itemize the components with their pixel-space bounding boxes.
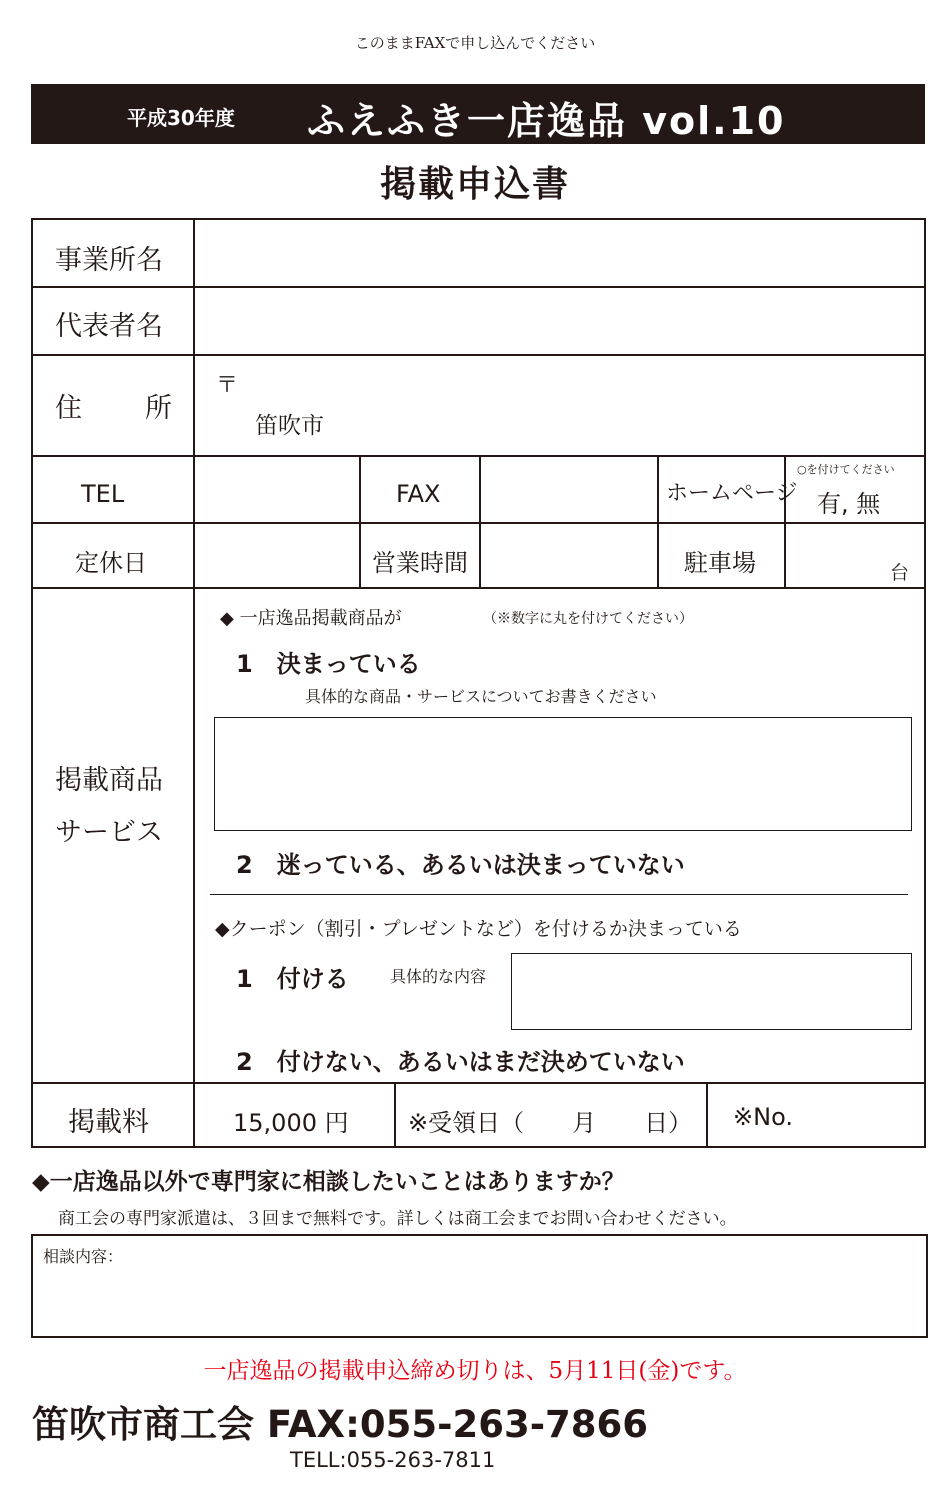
deadline-notice: 一店逸品の掲載申込締め切りは、5月11日(金)です。	[203, 1358, 747, 1384]
tel-label: TEL	[81, 480, 125, 508]
coupon-question: ◆クーポン（割引・プレゼントなど）を付けるか決まっている	[215, 918, 742, 940]
column-divider	[784, 455, 786, 588]
column-divider	[706, 1082, 708, 1146]
product-description-box[interactable]	[214, 717, 912, 831]
fee-label: 掲載料	[68, 1107, 149, 1138]
column-divider	[394, 1082, 396, 1146]
parking-unit: 台	[890, 562, 910, 584]
product-question: ◆ 一店逸品掲載商品が	[220, 608, 402, 629]
receipt-date-label: ※受領日（ 月 日）	[408, 1109, 693, 1137]
organization-tel: TELL:055-263-7811	[290, 1448, 496, 1472]
column-divider	[479, 455, 481, 588]
postal-mark: 〒	[216, 373, 239, 398]
title-banner	[31, 84, 925, 144]
coupon-detail-box[interactable]	[511, 953, 912, 1030]
application-form-table	[31, 218, 926, 1148]
city-name: 笛吹市	[255, 413, 324, 439]
hours-label: 営業時間	[372, 549, 468, 577]
fax-label: FAX	[396, 480, 441, 508]
business-name-label: 事業所名	[55, 245, 163, 276]
receipt-number-label: ※No.	[733, 1103, 793, 1131]
address-label-end: 所	[145, 393, 172, 424]
section-divider	[210, 894, 908, 895]
row-divider	[33, 286, 924, 288]
option-undecided[interactable]: 2 迷っている、あるいは決まっていない	[236, 851, 685, 879]
coupon-detail-label: 具体的な内容	[390, 967, 487, 986]
column-divider	[657, 455, 659, 588]
fax-instruction: このままFAXで申し込んでください	[354, 34, 596, 52]
consult-content-label: 相談内容：	[43, 1247, 124, 1266]
product-question-note: （※数字に丸を付けてください）	[483, 611, 693, 627]
parking-label: 駐車場	[684, 549, 756, 577]
organization-fax: 笛吹市商工会 FAX:055-263-7866	[32, 1403, 649, 1446]
homepage-circle-note: ○を付けてください	[797, 463, 895, 476]
consult-note: 商工会の専門家派遣は、３回まで無料です。詳しくは商工会までお問い合わせください。	[58, 1209, 737, 1229]
consult-question: ◆一店逸品以外で専門家に相談したいことはありますか？	[32, 1169, 625, 1195]
year-label: 平成30年度	[127, 106, 235, 130]
option-decided[interactable]: 1 決まっている	[236, 650, 421, 678]
column-divider	[359, 455, 361, 588]
main-title: ふえふき一店逸品 vol.10	[307, 99, 786, 143]
homepage-label: ホームページ	[666, 481, 798, 506]
form-title: 掲載申込書	[379, 164, 570, 205]
consult-content-box[interactable]	[31, 1234, 928, 1338]
service-label: サービス	[55, 817, 163, 848]
fee-value: 15,000 円	[233, 1109, 349, 1137]
option-decided-note: 具体的な商品・サービスについてお書きください	[305, 687, 657, 706]
address-label-start: 住	[55, 393, 82, 424]
holiday-label: 定休日	[75, 549, 147, 577]
row-divider	[33, 354, 924, 356]
coupon-option-attach[interactable]: 1 付ける	[236, 965, 349, 993]
coupon-option-none[interactable]: 2 付けない、あるいはまだ決めていない	[236, 1048, 685, 1076]
product-label: 掲載商品	[55, 765, 163, 796]
column-divider	[193, 220, 195, 1146]
row-divider	[33, 1082, 924, 1084]
representative-label: 代表者名	[55, 311, 163, 342]
homepage-options: 有, 無	[817, 490, 881, 518]
